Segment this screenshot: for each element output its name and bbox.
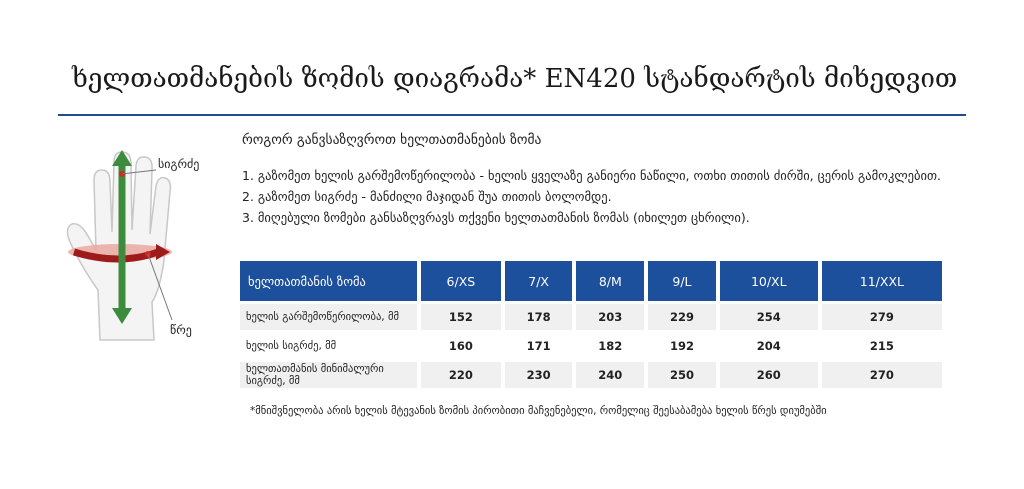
table-cell: 171: [526, 339, 551, 353]
instruction-step: 3. მიღებული ზომები განსაზღვრავს თქვენი ხელთათმანის ზომას (იხილეთ ცხრილი).: [242, 210, 750, 225]
page-title: ხელთათმანების ზომის დიაგრამა* EN420 სტანდარტის მიხედვით: [72, 64, 958, 94]
header-size: 8/M: [576, 261, 644, 301]
table-cell: 178: [505, 304, 573, 330]
footnote: *მნიშვნელობა არის ხელის მტევანის ზომის პირობითი მაჩვენებელი, რომელიც შეესაბამება ხელის წრეს დიუმებში: [250, 405, 827, 417]
row-label: ხელის გარშემოწერილობა, მმ: [240, 304, 417, 330]
row-label: ხელის სიგრძე, მმ: [246, 340, 337, 352]
table-cell: 204: [756, 339, 781, 353]
header-size: 10/XL: [720, 261, 818, 301]
header-size: 9/L: [648, 261, 716, 301]
instruction-step: 1. გაზომეთ ხელის გარშემოწერილობა - ხელის ყველაზე განიერი ნაწილი, ოთხი თითის ძირში, ცერის გამოკლებით.: [242, 168, 941, 183]
table-cell: 260: [720, 362, 818, 388]
table-cell: 192: [669, 339, 694, 353]
size-chart-table: [236, 258, 946, 391]
table-cell: 229: [648, 304, 716, 330]
table-cell: 215: [869, 339, 894, 353]
instructions-title: როგორ განვსაზღვროთ ხელთათმანების ზომა: [242, 132, 542, 148]
table-cell: 279: [822, 304, 942, 330]
table-cell: 160: [448, 339, 473, 353]
table-cell: 182: [598, 339, 623, 353]
table-cell: 220: [421, 362, 501, 388]
table-cell: 270: [822, 362, 942, 388]
table-cell: 240: [576, 362, 644, 388]
table-header-row: [240, 261, 942, 301]
table-row: [240, 362, 942, 388]
instruction-step: 2. გაზომეთ სიგრძე - მანძილი მაჯიდან შუა თითის ბოლომდე.: [242, 189, 612, 204]
glove-measurement-illustration: [60, 140, 240, 350]
header-size: 6/XS: [421, 261, 501, 301]
table-row: [240, 304, 942, 330]
table-row: [240, 333, 942, 359]
header-size: 7/X: [505, 261, 573, 301]
title-divider: [58, 114, 966, 116]
table-cell: 203: [576, 304, 644, 330]
circumference-label: წრე: [170, 323, 192, 337]
table-cell: 152: [421, 304, 501, 330]
table-cell: 254: [720, 304, 818, 330]
instructions-list: [242, 167, 962, 230]
length-label: სიგრძე: [158, 157, 200, 171]
table-cell: 250: [648, 362, 716, 388]
header-size: 11/XXL: [822, 261, 942, 301]
table-cell: 230: [505, 362, 573, 388]
row-label: ხელთათმანის მინიმალური სიგრძე, მმ: [240, 362, 417, 388]
header-glove-size: ხელთათმანის ზომა: [240, 261, 417, 301]
